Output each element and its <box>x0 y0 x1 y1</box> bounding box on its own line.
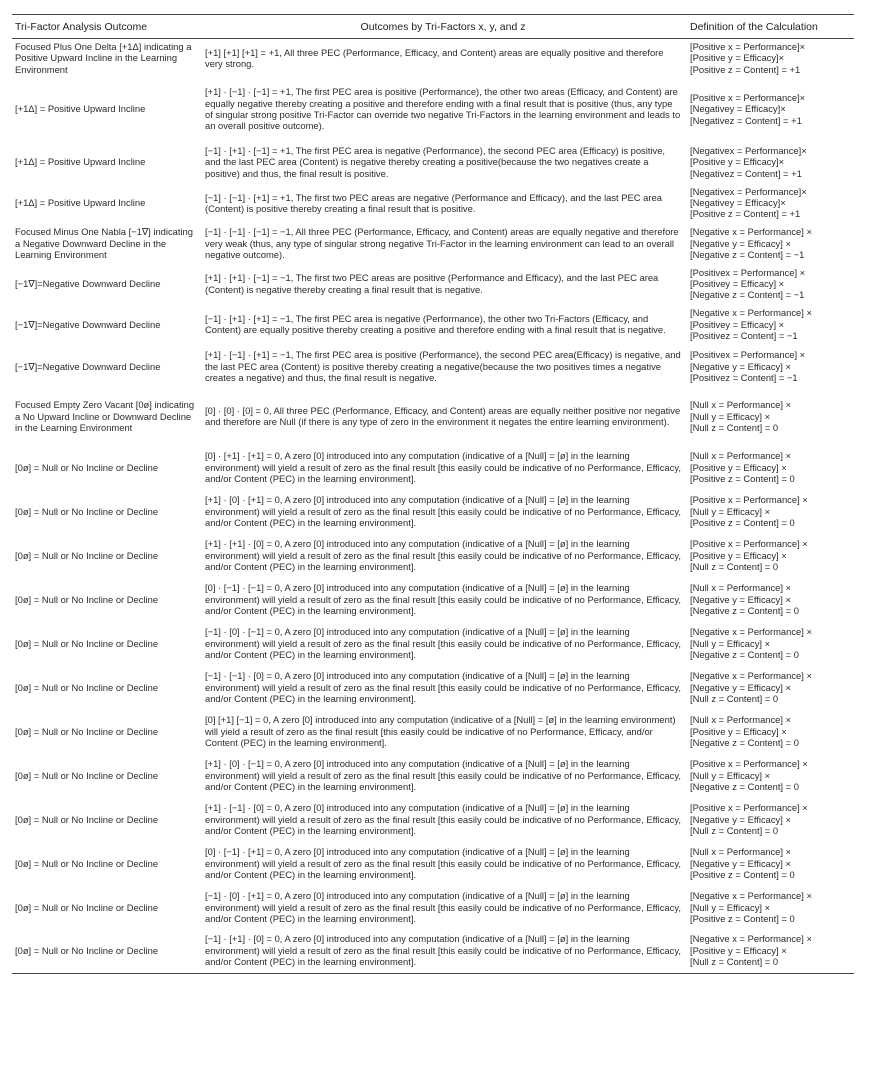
header-row <box>12 15 854 39</box>
calculation-line: [Negativex = Performance]× <box>690 185 807 197</box>
calculation-line: [Null y = Efficacy] × <box>690 769 771 781</box>
calculation-line: [Null z = Content] = 0 <box>690 824 779 836</box>
calculation-cell <box>684 842 854 886</box>
table-row <box>12 578 854 622</box>
table-row <box>12 622 854 666</box>
outcome-cell: [0ø] = Null or No Incline or Decline <box>15 681 159 693</box>
calculation-line: [Positive y = Efficacy]× <box>690 52 785 64</box>
calculation-cell <box>684 223 854 265</box>
outcome-cell: [0ø] = Null or No Incline or Decline <box>15 813 159 825</box>
calculation-line: [Null x = Performance] × <box>690 714 792 726</box>
calculation-line: [Positive x = Performance] × <box>690 494 808 506</box>
calculation-line: [Positive y = Efficacy] × <box>690 725 787 737</box>
calculation-cell <box>684 578 854 622</box>
description-cell: [0] · [−1] · [+1] = 0, A zero [0] introduced into any computation (indicative of a [Null] = [ø] in the learning environment) will yield a result of zero as the final result [this easily could be indicative of no Performance, Efficacy, and/or Content (PEC) in the learning environment]. <box>205 846 681 880</box>
header-outcome: Tri-Factor Analysis Outcome <box>15 20 148 33</box>
calculation-cell <box>684 622 854 666</box>
calculation-line: [Null z = Content] = 0 <box>690 956 779 968</box>
calculation-cell <box>684 490 854 534</box>
calculation-line: [Null z = Content] = 0 <box>690 560 779 572</box>
calculation-line: [Negative y = Efficacy] × <box>690 360 791 372</box>
description-cell: [−1] · [−1] · [+1] = +1, The first two PEC areas are negative (Performance and Efficacy), and the last PEC area (Content) is positive thereby creating a final result that is positive. <box>205 191 662 214</box>
outcome-cell: [0ø] = Null or No Incline or Decline <box>15 593 159 605</box>
calculation-cell <box>684 39 854 78</box>
table-row <box>12 265 854 304</box>
calculation-line: [Positive x = Performance] × <box>690 802 808 814</box>
calculation-line: [Negativey = Efficacy]× <box>690 103 786 115</box>
outcome-cell: [+1Δ] = Positive Upward Incline <box>15 197 146 209</box>
table-row <box>12 666 854 710</box>
tri-factor-table <box>12 14 854 974</box>
calculation-line: [Positivex = Performance] × <box>690 349 806 361</box>
calculation-cell <box>684 666 854 710</box>
description-cell: [0] [+1] [−1] = 0, A zero [0] introduced into any computation (indicative of a [Null] = [ø] in the learning environment) will yield a result of zero as the final result [this easily could be indicative of no Performance, Efficacy, and/or Content (PEC) in the learning environment]. <box>205 714 676 748</box>
outcome-cell: [0ø] = Null or No Incline or Decline <box>15 505 159 517</box>
outcome-cell: [0ø] = Null or No Incline or Decline <box>15 857 159 869</box>
calculation-line: [Null y = Efficacy] × <box>690 637 771 649</box>
calculation-line: [Null x = Performance] × <box>690 846 792 858</box>
calculation-line: [Null x = Performance] × <box>690 399 792 411</box>
calculation-line: [Negativey = Efficacy]× <box>690 197 786 209</box>
calculation-cell <box>684 534 854 578</box>
calculation-cell <box>684 446 854 490</box>
outcome-cell: [+1Δ] = Positive Upward Incline <box>15 103 146 115</box>
calculation-line: [Negative z = Content] = −1 <box>690 289 805 301</box>
calculation-line: [Negative x = Performance] × <box>690 307 812 319</box>
description-cell: [0] · [0] · [0] = 0, All three PEC (Performance, Efficacy, and Content) areas are equally neither positive nor negative and therefore are Null (if there is any type of zero in the environment it negates the entire learning environment). <box>205 404 681 428</box>
calculation-cell <box>684 184 854 223</box>
calculation-line: [Positivez = Content] = −1 <box>690 329 798 341</box>
calculation-line: [Negative z = Content] = 0 <box>690 604 799 616</box>
calculation-line: [Negative z = Content] = 0 <box>690 736 799 748</box>
calculation-line: [Positive y = Efficacy] × <box>690 549 787 561</box>
calculation-line: [Negativez = Content] = +1 <box>690 167 802 179</box>
calculation-line: [Negative y = Efficacy] × <box>690 237 791 249</box>
table-row <box>12 304 854 346</box>
outcome-cell: [0ø] = Null or No Incline or Decline <box>15 901 159 913</box>
calculation-cell <box>684 710 854 754</box>
calculation-cell <box>684 304 854 346</box>
calculation-line: [Positive x = Performance]× <box>690 91 806 103</box>
calculation-line: [Positivey = Efficacy] × <box>690 318 785 330</box>
outcome-cell: [0ø] = Null or No Incline or Decline <box>15 461 159 473</box>
description-cell: [+1] · [−1] · [+1] = −1, The first PEC area is positive (Performance), the second PEC area(Efficacy) is negative, and the last PEC area (Content) is positive thereby creating a negative(because the two positives times a negative creates a negative) and thus, the final result is negative. <box>205 349 681 383</box>
calculation-cell <box>684 141 854 184</box>
calculation-line: [Negative y = Efficacy] × <box>690 857 791 869</box>
calculation-line: [Null z = Content] = 0 <box>690 421 779 433</box>
outcome-cell: [0ø] = Null or No Incline or Decline <box>15 637 159 649</box>
description-cell: [+1] · [+1] · [0] = 0, A zero [0] introduced into any computation (indicative of a [Null] = [ø] in the learning environment) will yield a result of zero as the final result [this easily could be indicative of no Performance, Efficacy, and/or Content (PEC) in the learning environment]. <box>205 538 681 572</box>
calculation-line: [Positive y = Efficacy] × <box>690 944 787 956</box>
table-row <box>12 388 854 446</box>
table-row <box>12 710 854 754</box>
description-cell: [−1] · [0] · [−1] = 0, A zero [0] introduced into any computation (indicative of a [Null] = [ø] in the learning environment) will yield a result of zero as the final result [this easily could be indicative of no Performance, Efficacy, and/or Content (PEC) in the learning environment]. <box>205 626 681 660</box>
outcome-cell: [−1∇]=Negative Downward Decline <box>15 360 161 372</box>
table-row <box>12 534 854 578</box>
calculation-cell <box>684 388 854 446</box>
table-row <box>12 446 854 490</box>
calculation-line: [Positivex = Performance] × <box>690 266 806 278</box>
calculation-line: [Negative y = Efficacy] × <box>690 593 791 605</box>
calculation-line: [Negative z = Content] = 0 <box>690 780 799 792</box>
calculation-line: [Positivez = Content] = −1 <box>690 371 798 383</box>
calculation-line: [Negative y = Efficacy] × <box>690 681 791 693</box>
outcome-cell: [0ø] = Null or No Incline or Decline <box>15 549 159 561</box>
calculation-line: [Negative z = Content] = −1 <box>690 248 805 260</box>
calculation-line: [Negative x = Performance] × <box>690 933 812 945</box>
description-cell: [−1] · [+1] · [0] = 0, A zero [0] introduced into any computation (indicative of a [Null] = [ø] in the learning environment) will yield a result of zero as the final result [this easily could be indicative of no Performance, Efficacy, and/or Content (PEC) in the learning environment]. <box>205 933 681 968</box>
calculation-line: [Negative x = Performance] × <box>690 670 812 682</box>
calculation-line: [Positive z = Content] = 0 <box>690 472 795 484</box>
calculation-cell <box>684 798 854 842</box>
description-cell: [+1] · [0] · [+1] = 0, A zero [0] introduced into any computation (indicative of a [Null] = [ø] in the learning environment) will yield a result of zero as the final result [this easily could be indicative of no Performance, Efficacy, and/or Content (PEC) in the learning environment]. <box>205 494 681 528</box>
calculation-cell <box>684 346 854 388</box>
calculation-line: [Null y = Efficacy] × <box>690 410 771 422</box>
description-cell: [−1] · [−1] · [0] = 0, A zero [0] introduced into any computation (indicative of a [Null] = [ø] in the learning environment) will yield a result of zero as the final result [this easily could be indicative of no Performance, Efficacy, and/or Content (PEC) in the learning environment]. <box>205 670 681 704</box>
calculation-line: [Negativez = Content] = +1 <box>690 114 802 126</box>
outcome-cell: [0ø] = Null or No Incline or Decline <box>15 944 159 956</box>
table-row <box>12 78 854 141</box>
table-row <box>12 930 854 974</box>
table-row <box>12 184 854 223</box>
table-row <box>12 141 854 184</box>
outcome-cell: Focused Plus One Delta [+1Δ] indicating a Positive Upward Incline in the Learning Environment <box>15 41 192 75</box>
calculation-line: [Negative x = Performance] × <box>690 890 812 902</box>
header-description: Outcomes by Tri-Factors x, y, and z <box>360 20 526 33</box>
calculation-line: [Negative x = Performance] × <box>690 626 812 638</box>
table-header <box>12 15 854 39</box>
outcome-cell: Focused Empty Zero Vacant [0ø] indicating a No Upward Incline or Downward Decline in the Learning Environment <box>15 399 195 433</box>
calculation-line: [Positive z = Content] = 0 <box>690 868 795 880</box>
calculation-line: [Positive z = Content] = 0 <box>690 912 795 924</box>
calculation-line: [Negativex = Performance]× <box>690 144 807 156</box>
calculation-cell <box>684 930 854 974</box>
outcome-cell: [−1∇]=Negative Downward Decline <box>15 278 161 290</box>
description-cell: [−1] · [+1] · [+1] = −1, The first PEC area is negative (Performance), the other two Tri-Factors (Efficacy, and Content) are equally positive thereby creating a positive and therefore ending with a final result that is negative. <box>205 312 666 336</box>
calculation-line: [Negative z = Content] = 0 <box>690 648 799 660</box>
table-body <box>12 39 854 974</box>
calculation-cell <box>684 886 854 930</box>
table-row <box>12 39 854 78</box>
header-calculation: Definition of the Calculation <box>690 20 818 33</box>
outcome-cell: [−1∇]=Negative Downward Decline <box>15 318 161 330</box>
calculation-line: [Positive z = Content] = +1 <box>690 208 801 220</box>
outcome-cell: [+1Δ] = Positive Upward Incline <box>15 156 146 168</box>
calculation-line: [Positive z = Content] = 0 <box>690 516 795 528</box>
calculation-line: [Null z = Content] = 0 <box>690 692 779 704</box>
description-cell: [+1] · [−1] · [−1] = +1, The first PEC area is positive (Performance), the other two areas (Efficacy, and Content) are equally negative thereby creating a positive and therefore ending with a final result that is positive (thus, any type of singular strong positive Tri-Factor can override two negative Tri-Factors in the learning environment and leads to an overall positive outcome). <box>205 86 681 132</box>
calculation-line: [Negative y = Efficacy] × <box>690 813 791 825</box>
calculation-line: [Null y = Efficacy] × <box>690 505 771 517</box>
calculation-line: [Negative x = Performance] × <box>690 226 812 238</box>
calculation-line: [Null y = Efficacy] × <box>690 901 771 913</box>
description-cell: [+1] · [+1] · [−1] = −1, The first two PEC areas are positive (Performance and Efficacy), and the last PEC area (Content) is negative thereby creating a final result that is negative. <box>205 272 659 295</box>
description-cell: [−1] · [0] · [+1] = 0, A zero [0] introduced into any computation (indicative of a [Null] = [ø] in the learning environment) will yield a result of zero as the final result [this easily could be indicative of no Performance, Efficacy, and/or Content (PEC) in the learning environment]. <box>205 890 681 924</box>
document-page <box>12 14 854 974</box>
calculation-line: [Positive x = Performance]× <box>690 41 806 52</box>
calculation-line: [Positive y = Efficacy]× <box>690 156 785 168</box>
description-cell: [0] · [−1] · [−1] = 0, A zero [0] introduced into any computation (indicative of a [Null] = [ø] in the learning environment) will yield a result of zero as the final result [this easily could be indicative of no Performance, Efficacy, and/or Content (PEC) in the learning environment]. <box>205 582 681 616</box>
table-row <box>12 886 854 930</box>
table-row <box>12 346 854 388</box>
calculation-line: [Positive y = Efficacy] × <box>690 461 787 473</box>
table-row <box>12 490 854 534</box>
calculation-line: [Null x = Performance] × <box>690 582 792 594</box>
calculation-line: [Positive x = Performance] × <box>690 758 808 770</box>
description-cell: [−1] · [+1] · [−1] = +1, The first PEC area is negative (Performance), the second PEC area (Efficacy) is positive, and the last PEC area (Content) is negative thereby creating a positive(because the two negatives create a positive) and thus, the final result is positive. <box>205 144 666 179</box>
calculation-line: [Null x = Performance] × <box>690 450 792 462</box>
table-row <box>12 842 854 886</box>
outcome-cell: [0ø] = Null or No Incline or Decline <box>15 769 159 781</box>
calculation-cell <box>684 754 854 798</box>
calculation-line: [Positive z = Content] = +1 <box>690 63 801 75</box>
table-row <box>12 223 854 265</box>
description-cell: [+1] · [−1] · [0] = 0, A zero [0] introduced into any computation (indicative of a [Null] = [ø] in the learning environment) will yield a result of zero as the final result [this easily could be indicative of no Performance, Efficacy, and/or Content (PEC) in the learning environment]. <box>205 802 681 836</box>
description-cell: [+1] [+1] [+1] = +1, All three PEC (Performance, Efficacy, and Content) areas are equally positive and therefore very strong. <box>205 46 664 69</box>
table-row <box>12 798 854 842</box>
table-row <box>12 754 854 798</box>
outcome-cell: Focused Minus One Nabla [−1∇] indicating a Negative Downward Decline in the Learning Environment <box>15 226 193 260</box>
outcome-cell: [0ø] = Null or No Incline or Decline <box>15 725 159 737</box>
description-cell: [−1] · [−1] · [−1] = −1, All three PEC (Performance, Efficacy, and Content) areas are equally negative and therefore very weak (thus, any type of singular strong negative Tri-Factor in the learning environment can lead to an overall negative outcome). <box>205 226 679 260</box>
calculation-line: [Positive x = Performance] × <box>690 538 808 550</box>
calculation-cell <box>684 265 854 304</box>
calculation-cell <box>684 78 854 141</box>
description-cell: [+1] · [0] · [−1] = 0, A zero [0] introduced into any computation (indicative of a [Null] = [ø] in the learning environment) will yield a result of zero as the final result [this easily could be indicative of no Performance, Efficacy, and/or Content (PEC) in the learning environment]. <box>205 758 681 792</box>
calculation-line: [Positivey = Efficacy] × <box>690 278 785 290</box>
description-cell: [0] · [+1] · [+1] = 0, A zero [0] introduced into any computation (indicative of a [Null] = [ø] in the learning environment) will yield a result of zero as the final result [this easily could be indicative of no Performance, Efficacy, and/or Content (PEC) in the learning environment]. <box>205 450 681 484</box>
